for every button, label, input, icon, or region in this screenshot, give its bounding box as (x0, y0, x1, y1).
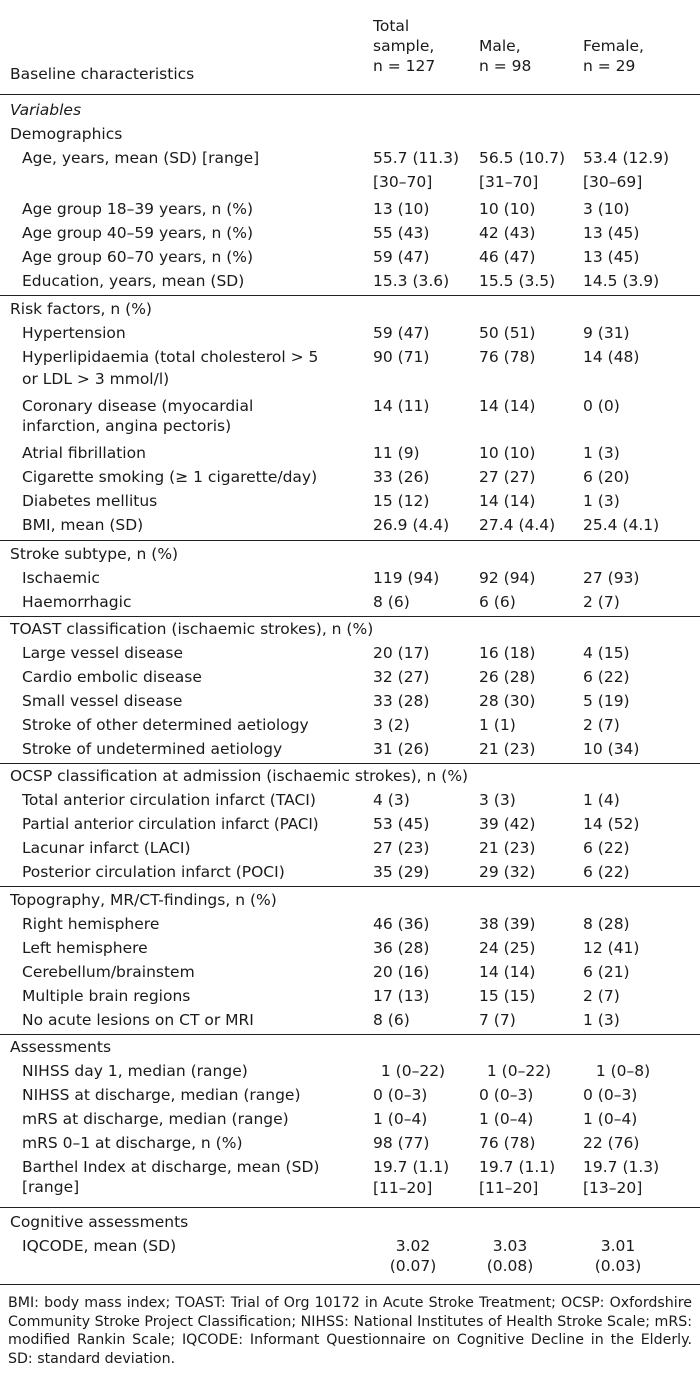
section-risk-factors: Risk factors, n (%) (10, 300, 152, 318)
section-cognitive-assessments: Cognitive assessments (10, 1213, 189, 1231)
table-page: Baseline characteristics Total sample, n = 127 Male, n = 98 Female, n = 29 Variables Demographics Age, years, mean (SD) [range] 55.7 (11.3) [30–70] 56.5 (10.7) [31–70] 53.4 (12.9) [30–69] Age group 18–39 years, n (%) 13 (10) 10 (10) 3 (10) Age group 40–59 years, n (%) 55 (43) 42 (43) 13 (45) Age group 60–70 years, n (%) 59 (47) 46 (47) 13 (45) Education, years, mean (SD) 15.3 (3.6) 15.5 (3.5) 14.5 (3.9) Risk factors, n (%) Hypertension 59 (47) 50 (51) 9 (31) Hyperlipidaemia (total cholesterol > 5 or LDL > 3 mmol/l) 90 (71) 76 (78) 14 (48) Coronary disease (myocardial infarction, angina pectoris) 14 (11) 14 (14) 0 (0) Atrial fibrillation 11 (9) 10 (10) 1 (3) Cigarette smoking (≥ 1 cigarette/day) 33 (26) 27 (27) 6 (20) Diabetes mellitus 15 (12) 14 (14) 1 (3) BMI, mean (SD) 26.9 (4.4) 27.4 (4.4) 25.4 (4.1) Stroke subtype, n (%) Ischaemic 119 (94) 92 (94) 27 (93) Haemorrhagic 8 (6) 6 (6) 2 (7) TOAST classification (ischaemic strokes), n (%) Large vessel disease 20 (17) 16 (18) 4 (15) Cardio embolic disease 32 (27) 26 (28) 6 (22) Small vessel disease 33 (28) 28 (30) 5 (19) Stroke of other determined aetiology 3 (2) 1 (1) 2 (7) Stroke of undetermined aetiology 31 (26) 21 (23) 10 (34) OCSP classification at admission (ischaemic strokes), n (%) Total anterior circulation infarct (TACI) 4 (3) 3 (3) 1 (4) Partial anterior circulation infarct (PACI) 53 (45) 39 (42) 14 (52) Lacunar infarct (LACI) 27 (23) 21 (23) 6 (22) Posterior circulation infarct (POCI) 35 (29) 29 (32) 6 (22) Topography, MR/CT-findings, n (%) Right hemisphere 46 (36) 38 (39) 8 (28) Left hemisphere 36 (28) 24 (25) 12 (41) Cerebellum/brainstem 20 (16) 14 (14) 6 (21) Multiple brain regions 17 (13) 15 (15) 2 (7) No acute lesions on CT or MRI 8 (6) 7 (7) 1 (3) Assessments NIHSS day 1, median (range) 1 (0–22) 1 (0–22) 1 (0–8) NIHSS at discharge, median (range) 0 (0–3) 0 (0–3) 0 (0–3) mRS at discharge, median (range) 1 (0–4) 1 (0–4) 1 (0–4) mRS 0–1 at discharge, n (%) 98 (77) 76 (78) 22 (76) Barthel Index at discharge, mean (SD) [range] 19.7 (1.1) [11–20] 19.7 (1.1) [11–20] 19.7 (1.3) [13–20] Cognitive assessments IQCODE, mean (SD) 3.02 (0.07) 3.03 (0.08) 3.01 (0.03) BMI: body mass index; TOAST: Trial of Org 10172 in Acute Stroke Treatment; OCSP: Oxfordshire Community Stroke Project Classification; NIHSS: National Institutes of Health Stroke Scale; mRS: modified Rankin Scale; IQCODE: Informant Questionnaire on Cognitive Decline in the Elderly. SD: standard deviation. (0, 0, 700, 1386)
section-toast: TOAST classification (ischaemic strokes), n (%) (10, 620, 374, 638)
table-footnote: BMI: body mass index; TOAST: Trial of Org 10172 in Acute Stroke Treatment; OCSP: Oxfordshire Community Stroke Project Classification; NIHSS: National Institutes of Health Stroke Scale; mRS: modified Rankin Scale; IQCODE: Informant Questionnaire on Cognitive Decline in the Elderly. SD: standard deviation. (8, 1295, 692, 1367)
female-column-header: Female, n = 29 (583, 37, 644, 75)
section-divider (0, 295, 700, 296)
male-column-header: Male, n = 98 (479, 37, 532, 75)
section-divider (0, 540, 700, 541)
section-demographics: Demographics (10, 125, 123, 143)
table-bottom-rule (0, 1284, 700, 1285)
section-divider (0, 886, 700, 887)
section-topography: Topography, MR/CT-findings, n (%) (10, 891, 277, 909)
header-rule (0, 94, 700, 95)
section-ocsp: OCSP classification at admission (ischaemic strokes), n (%) (10, 767, 469, 785)
section-assessments: Assessments (10, 1038, 112, 1056)
variables-label: Variables (10, 101, 82, 119)
total-sample-column-header: Total sample, n = 127 (373, 17, 436, 75)
baseline-characteristics-header: Baseline characteristics (10, 65, 195, 83)
section-divider (0, 1207, 700, 1208)
section-stroke-subtype: Stroke subtype, n (%) (10, 545, 179, 563)
